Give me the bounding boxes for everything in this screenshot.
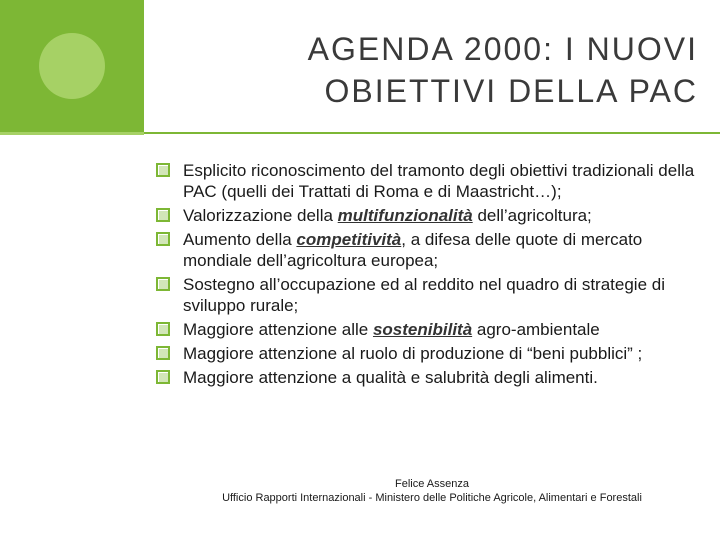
checkbox-bullet-icon bbox=[156, 208, 170, 222]
bullet-text: , a difesa delle quote di mercato mondiale dell’agricoltura europea; bbox=[183, 230, 643, 270]
bullet-item bbox=[156, 367, 696, 388]
checkbox-bullet-icon bbox=[156, 370, 170, 384]
bullet-text: Maggiore attenzione a qualità e salubrità degli alimenti. bbox=[183, 368, 598, 387]
decorative-circle bbox=[39, 33, 105, 99]
footer-office: Ufficio Rapporti Internazionali - Ministero delle Politiche Agricole, Alimentari e Forestali bbox=[222, 492, 642, 504]
bullet-item bbox=[156, 205, 696, 226]
sidebar-divider bbox=[0, 132, 144, 135]
checkbox-bullet-icon bbox=[156, 163, 170, 177]
bullet-emphasis: competitività bbox=[296, 230, 402, 249]
bullet-text: Valorizzazione della bbox=[183, 206, 338, 225]
bullet-text: Maggiore attenzione al ruolo di produzione di “beni pubblici” ; bbox=[183, 344, 643, 363]
bullet-item bbox=[156, 274, 696, 316]
checkbox-bullet-icon bbox=[156, 232, 170, 246]
title-divider bbox=[144, 132, 720, 134]
bullet-emphasis: sostenibilità bbox=[372, 320, 473, 339]
bullet-text: Aumento della bbox=[183, 230, 297, 249]
bullet-list bbox=[156, 160, 696, 391]
slide-title: AGENDA 2000: I NUOVI OBIETTIVI DELLA PAC bbox=[307, 31, 698, 109]
checkbox-bullet-icon bbox=[156, 346, 170, 360]
bullet-item bbox=[156, 343, 696, 364]
bullet-text: dell’agricoltura; bbox=[472, 206, 592, 225]
bullet-text: Maggiore attenzione alle bbox=[183, 320, 373, 339]
bullet-item bbox=[156, 160, 696, 202]
bullet-text: agro-ambientale bbox=[472, 320, 600, 339]
bullet-item bbox=[156, 229, 696, 271]
bullet-emphasis: multifunzionalità bbox=[337, 206, 473, 225]
bullet-item bbox=[156, 319, 696, 340]
bullet-text: Sostegno all’occupazione ed al reddito nel quadro di strategie di sviluppo rurale; bbox=[183, 275, 665, 315]
bullet-text: Esplicito riconoscimento del tramonto degli obiettivi tradizionali della PAC (quelli dei Trattati di Roma e di Maastricht…); bbox=[183, 161, 695, 201]
footer-author: Felice Assenza bbox=[395, 478, 469, 490]
checkbox-bullet-icon bbox=[156, 322, 170, 336]
checkbox-bullet-icon bbox=[156, 277, 170, 291]
